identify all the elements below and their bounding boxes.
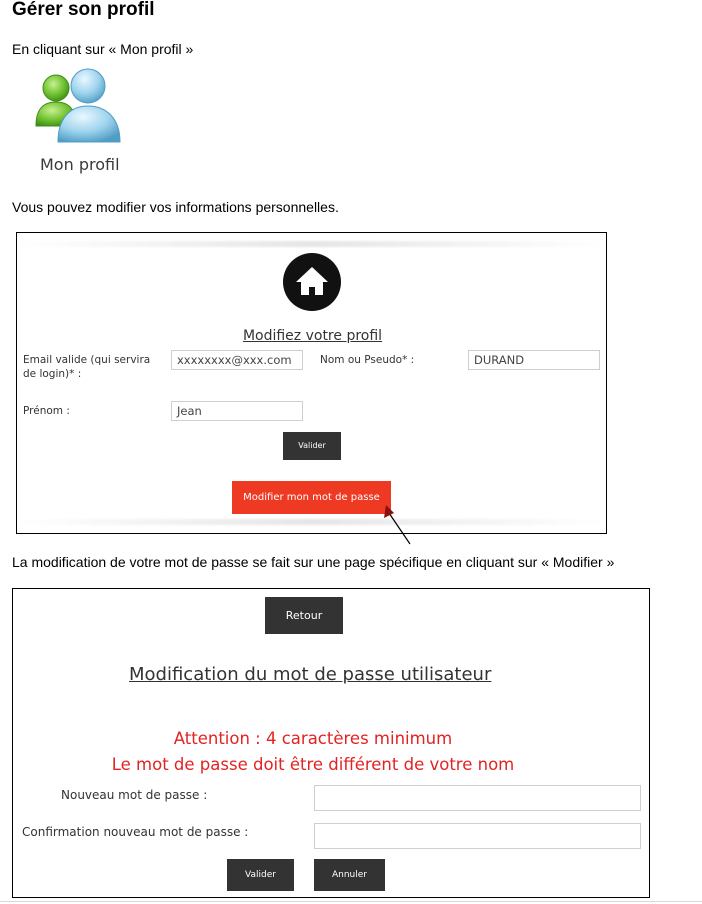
back-button[interactable]: Retour — [265, 597, 343, 634]
email-field[interactable]: xxxxxxxx@xxx.com — [171, 350, 303, 370]
change-password-button[interactable]: Modifier mon mot de passe — [232, 481, 391, 514]
validate-button[interactable]: Valider — [283, 432, 341, 460]
info-text: Vous pouvez modifier vos informations personnelles. — [12, 199, 339, 215]
confirm-password-label: Confirmation nouveau mot de passe : — [22, 825, 249, 839]
page-bottom-divider — [0, 901, 702, 902]
password-form-screenshot — [12, 588, 650, 898]
intro-text: En cliquant sur « Mon profil » — [12, 41, 194, 57]
firstname-field[interactable]: Jean — [171, 401, 303, 421]
warning-different-name: Le mot de passe doit être différent de votre nom — [111, 755, 515, 774]
cancel-button[interactable]: Annuler — [314, 859, 385, 891]
home-icon[interactable] — [283, 253, 341, 311]
bottom-divider — [17, 519, 606, 525]
name-field[interactable]: DURAND — [468, 350, 600, 370]
users-icon[interactable] — [34, 66, 124, 148]
profile-form-screenshot — [16, 232, 607, 534]
new-password-field[interactable] — [314, 785, 641, 811]
email-label: Email valide (qui servira de login)* : — [23, 354, 151, 380]
top-divider — [17, 241, 606, 247]
profile-form-title: Modifiez votre profil — [242, 328, 383, 344]
arrow-icon — [380, 500, 414, 548]
validate-password-button[interactable]: Valider — [227, 859, 294, 891]
firstname-label: Prénom : — [23, 405, 70, 417]
new-password-label: Nouveau mot de passe : — [61, 788, 208, 802]
password-info-text: La modification de votre mot de passe se fait sur une page spécifique en cliquant sur « Modifier » — [12, 554, 615, 570]
name-label: Nom ou Pseudo* : — [320, 354, 415, 366]
profile-icon-label: Mon profil — [40, 155, 120, 174]
warning-min-chars: Attention : 4 caractères minimum — [173, 729, 453, 748]
password-form-title: Modification du mot de passe utilisateur — [129, 664, 492, 685]
confirm-password-field[interactable] — [314, 823, 641, 849]
page-title: Gérer son profil — [12, 0, 155, 20]
